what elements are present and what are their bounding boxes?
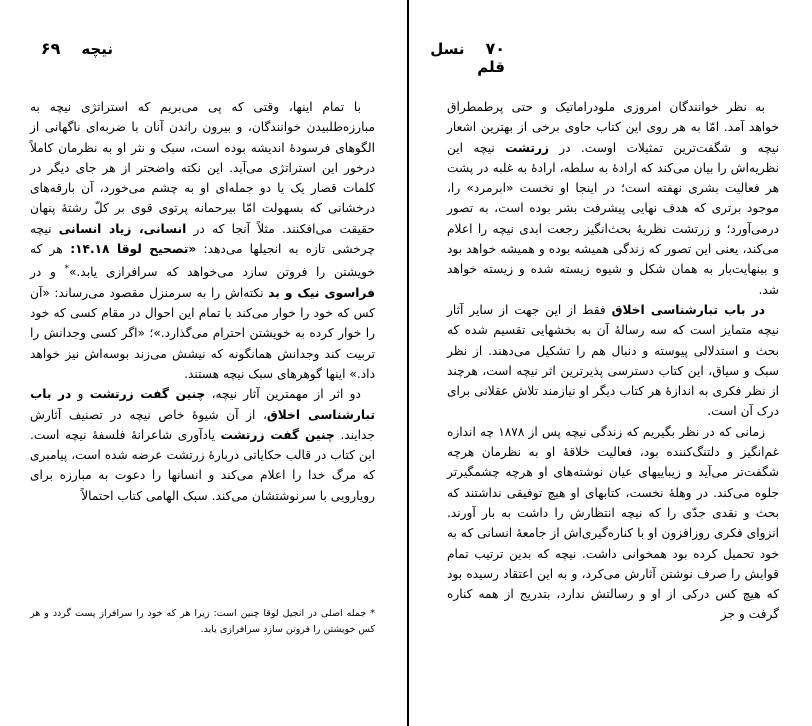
emphasized-title: زرتشت	[505, 140, 549, 155]
running-header	[410, 40, 505, 76]
running-header-title: نسل قلم	[430, 40, 505, 76]
paragraph	[447, 300, 779, 422]
text-run: با تمام اینها، وقتی که پی می‌بریم که استراتژی نیچه به مبارزه‌طلبیدن خوانندگان، و بیرون راندن آنان با ضربه‌ای ناگهانی از الگوهای فرسودهٔ اندیشه بوده است، سبک و نثر او به نظرمان کاملاً درخور این استراتژی می‌آید. این نکته واضحتر از هر جای دیگر در کلمات قصار یک یا دو جمله‌ای او به چشم می‌خورد، آن بارقه‌های درخشانی که بسهولت امّا بیرحمانه پرتوی قوی بر کلّ رشتهٔ پنهان حقیقت می‌افکنند. مثلاً آنجا که در	[30, 100, 375, 236]
text-run: نکته‌اش را به سرمنزل مقصود می‌رساند: «آن کس که خود را خوار می‌کند با تمام این احوال در مقام کسی که خود را خوار کرده به خویشتن احترام می‌گذارد.»؛ «اگر کسی وجدانش را تربیت کند وجدانش همانگونه که نیشش می‌زند بوسه‌اش نیز خواهد داد.» اینها گوهرهای سبک نیچه هستند.	[30, 285, 375, 381]
emphasized-title: «تصحیح لوقا ۱۴.۱۸:	[62, 242, 197, 257]
body-text	[447, 97, 779, 625]
gutter-divider	[407, 0, 409, 726]
emphasized-title: در باب تبارشناسی اخلاق	[611, 302, 765, 317]
emphasized-title: انسانی، زیاد انسانی	[58, 221, 187, 236]
emphasized-title: چنین گفت زرتشت	[89, 387, 206, 402]
text-run: هر که خویشتن را فروتن سازد می‌خواهد که سرافرازی یابد.»	[30, 242, 375, 280]
emphasized-title: فراسوی نیک و بد	[268, 285, 375, 300]
text-run: به نظر خوانندگان امروزی ملودراماتیک و حتی پرطمطراق خواهد آمد. امّا به هر روی این کتاب حاوی برخی از بهترین اشعار نیچه و شگفت‌ترین تمثیلات اوست. در	[447, 100, 780, 155]
paragraph	[447, 422, 779, 625]
footnote: * جمله اصلی در انجیل لوقا چنین است: زیرا هر که خود را سرافراز پست گردد و هر کس خویشتن را فروتن سازد سرافرازی یابد.	[30, 608, 375, 635]
running-header-title: نیچه	[81, 40, 113, 58]
text-run: دو اثر از مهمترین آثار نیچه،	[205, 387, 361, 402]
text-run: یادآوری شاعرانهٔ فلسفهٔ نیچه است. این کتاب در قالب حکایاتی دربارهٔ زرتشت عرضه شده است، پیامبری که مرگ خدا را اعلام می‌کند و انسانها را دعوت به مبارزه برای رویارویی با سرنوشتشان می‌کند. سبک الهامی کتاب احتمالاً	[30, 427, 375, 503]
paragraph	[30, 97, 375, 384]
body-text	[30, 97, 375, 506]
text-run: زمانی که در نظر بگیریم که زندگی نیچه پس از ۱۸۷۸ چه اندازه غم‌انگیز و دلتنگ‌کننده بود، فعالیت خلاقهٔ او به نظرمان هرچه شگفت‌تر می‌آید و زیباییهای عیان نوشته‌های او هرچه چشمگیرتر جلوه می‌کند. در وهلهٔ نخست، کتابهای او هیچ توفیقی نداشتند که بحث و نقدی جدّی را که نیچه انتظارش را داشت به بار آورند. انزوای فکری روزافزون او با کناره‌گیری‌اش از جامعهٔ انسانی که به خود تحمیل کرده بود همخوانی داشت. نیچه که بدین ترتیب تمام قوایش را صرف نوشتن آثارش می‌کرد، و به این اعتقاد رسیده بود که هیچ کس درکی از او و رسالتش ندارد، بتدریج از همه کناره گرفت و جز	[447, 424, 779, 622]
running-header	[41, 40, 113, 58]
text-run: و در	[30, 265, 65, 280]
text-run: نیچه این نظریه‌اش را بیان می‌کند که ارادهٔ به سلطه، ارادهٔ به غلبه در پشت هر فعالیت بشری نهفته است؛ در اینجا او نخست «ابرمرد» را، موجود برتری که هدف نهایی پیشرفت بشر بوده است، به تصور درمی‌آورد؛ و زرتشت نظریهٔ بحث‌انگیز رجعت ابدی نیچه را اعلام می‌کند، یعنی این تصور که زندگی همیشه بوده و همیشه خواهد بود و بینهایت‌بار به همان شکل و شیوه زیسته شده و زیسته خواهد شد.	[447, 140, 779, 297]
right-page	[410, 0, 812, 726]
text-run: فقط از این جهت از سایر آثار نیچه متمایز است که سه رسالهٔ آن به بخشهایی تقسیم شده که بحث و استدلالی پیوسته و دنبال هم را تشکیل می‌دهند. از نظر سبک و سیاق، این کتاب دسترسی پذیرترین اثر نیچه است، هرچند از نظر فکری به اندازهٔ هر کتاب دیگر او نیازمند تلاش عقلانی برای درک آن است.	[447, 302, 779, 419]
paragraph	[30, 384, 375, 506]
emphasized-title: چنین گفت زرتشت	[220, 427, 335, 442]
footnote-marker: *	[64, 264, 69, 275]
text-run: و	[71, 387, 90, 402]
page-number: ۶۹	[40, 39, 61, 58]
page-number: ۷۰	[485, 39, 505, 58]
paragraph	[447, 97, 779, 300]
text-run: نیچه چرخشی تازه به انجیلها می‌دهد:	[30, 221, 375, 257]
emphasized-title: در باب تبارشناسی اخلاق	[30, 387, 375, 422]
text-run: ، از آن شیوهٔ خاص نیچه در تصنیف آثارش جدایند.	[30, 407, 375, 442]
